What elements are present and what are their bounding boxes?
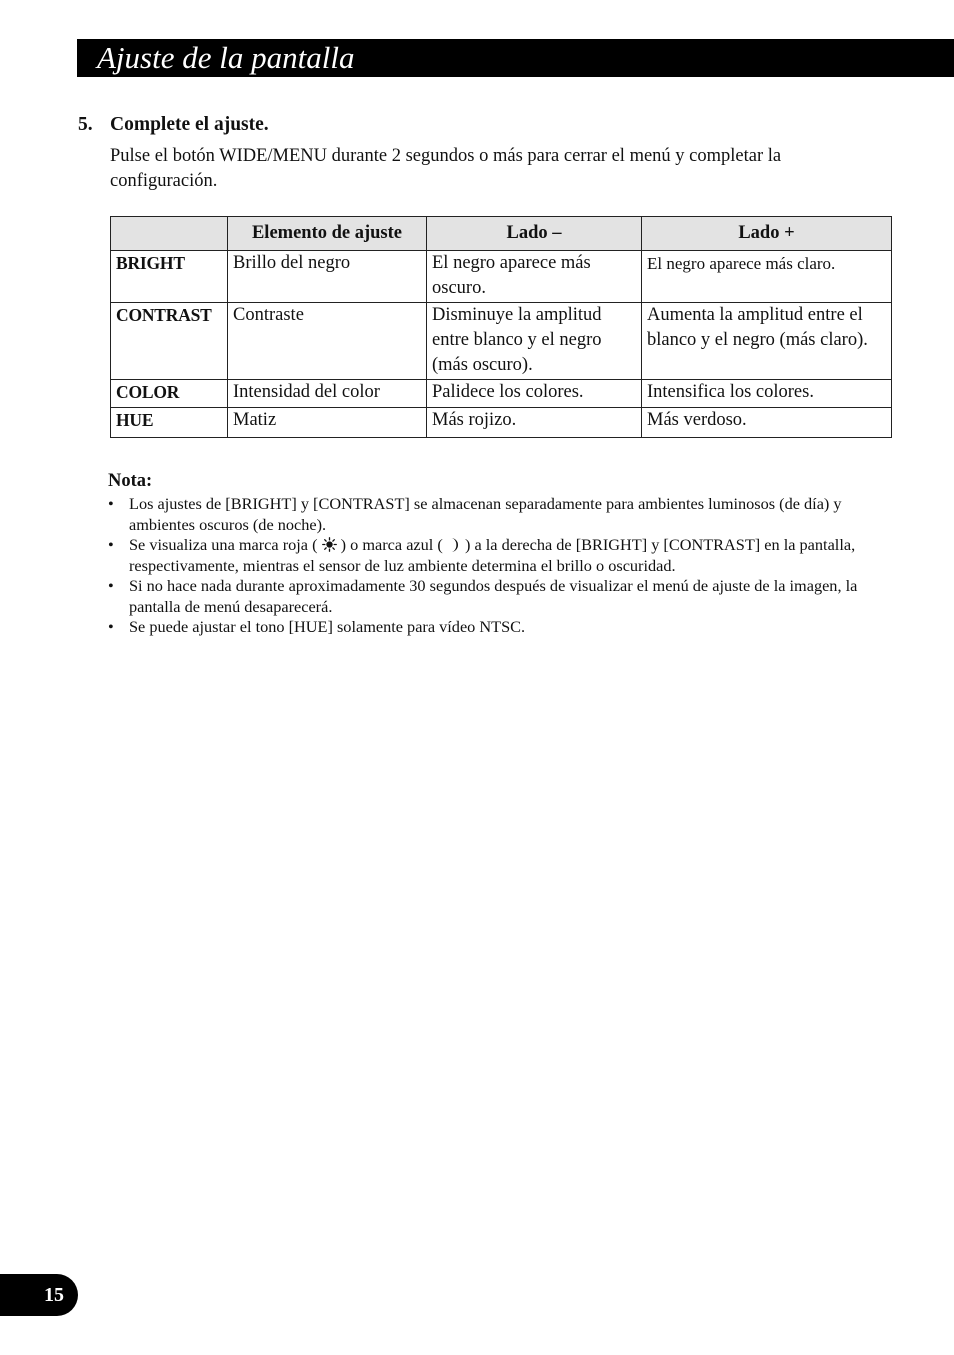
notes-list xyxy=(108,494,868,638)
row-key: COLOR xyxy=(111,380,228,408)
row-minus: Más rojizo. xyxy=(427,408,642,438)
page-number-tab xyxy=(0,1274,78,1316)
settings-table xyxy=(110,216,892,438)
row-key: BRIGHT xyxy=(111,251,228,303)
note-item xyxy=(108,494,868,535)
bullet: • xyxy=(108,494,114,513)
note-text: Los ajustes de [BRIGHT] y [CONTRAST] se almacenan separadamente para ambientes luminosos (de día) y ambientes oscuros (de noche). xyxy=(129,494,842,534)
row-minus: Palidece los colores. xyxy=(427,380,642,408)
row-key: HUE xyxy=(111,408,228,438)
row-item: Brillo del negro xyxy=(228,251,427,303)
bullet: • xyxy=(108,535,114,554)
step-title: Complete el ajuste. xyxy=(110,114,269,135)
column-header-minus: Lado – xyxy=(427,217,642,251)
table-header-row xyxy=(111,217,892,251)
row-minus: El negro aparece más oscuro. xyxy=(427,251,642,303)
note-text: Se puede ajustar el tono [HUE] solamente para vídeo NTSC. xyxy=(129,617,526,636)
note-item xyxy=(108,535,868,576)
table-row xyxy=(111,408,892,438)
sun-icon xyxy=(322,537,337,552)
note-item xyxy=(108,617,868,638)
column-header-plus: Lado + xyxy=(642,217,892,251)
row-plus: Intensifica los colores. xyxy=(642,380,892,408)
note-text-part: ) o marca azul ( xyxy=(340,535,443,554)
section-header-bar xyxy=(77,39,954,77)
table-row xyxy=(111,303,892,380)
row-key: CONTRAST xyxy=(111,303,228,380)
step-instructions: Pulse el botón WIDE/MENU durante 2 segundos o más para cerrar el menú y completar la configuración. xyxy=(110,146,782,191)
note-text-part: ) a la derecha de [BRIGHT] y [CONTRAST] en la pantalla, respectivamente, mientras el sensor de luz ambiente determina el brillo o oscuridad. xyxy=(129,535,856,575)
page-number: 15 xyxy=(44,1284,64,1306)
row-item: Matiz xyxy=(228,408,427,438)
notes-section xyxy=(108,470,868,638)
step-heading xyxy=(78,113,868,137)
table-row xyxy=(111,380,892,408)
column-header-item: Elemento de ajuste xyxy=(228,217,427,251)
row-item: Contraste xyxy=(228,303,427,380)
row-minus: Disminuye la amplitud entre blanco y el negro (más oscuro). xyxy=(427,303,642,380)
bullet: • xyxy=(108,617,114,636)
row-item: Intensidad del color xyxy=(228,380,427,408)
row-plus: Más verdoso. xyxy=(642,408,892,438)
note-item xyxy=(108,576,868,617)
note-text-part: Se visualiza una marca roja ( xyxy=(129,535,318,554)
step-5 xyxy=(78,113,868,194)
row-plus: Aumenta la amplitud entre el blanco y el negro (más claro). xyxy=(642,303,892,380)
notes-heading: Nota: xyxy=(108,471,153,491)
column-header-key xyxy=(111,217,228,251)
bullet: • xyxy=(108,576,114,595)
row-plus: El negro aparece más claro. xyxy=(642,251,892,303)
page-title: Ajuste de la pantalla xyxy=(97,40,355,75)
step-number: 5. xyxy=(78,114,93,135)
note-text: Si no hace nada durante aproximadamente 30 segundos después de visualizar el menú de ajuste de la imagen, la pantalla de menú desaparecerá. xyxy=(129,576,858,616)
table-row xyxy=(111,251,892,303)
moon-icon xyxy=(447,537,461,553)
